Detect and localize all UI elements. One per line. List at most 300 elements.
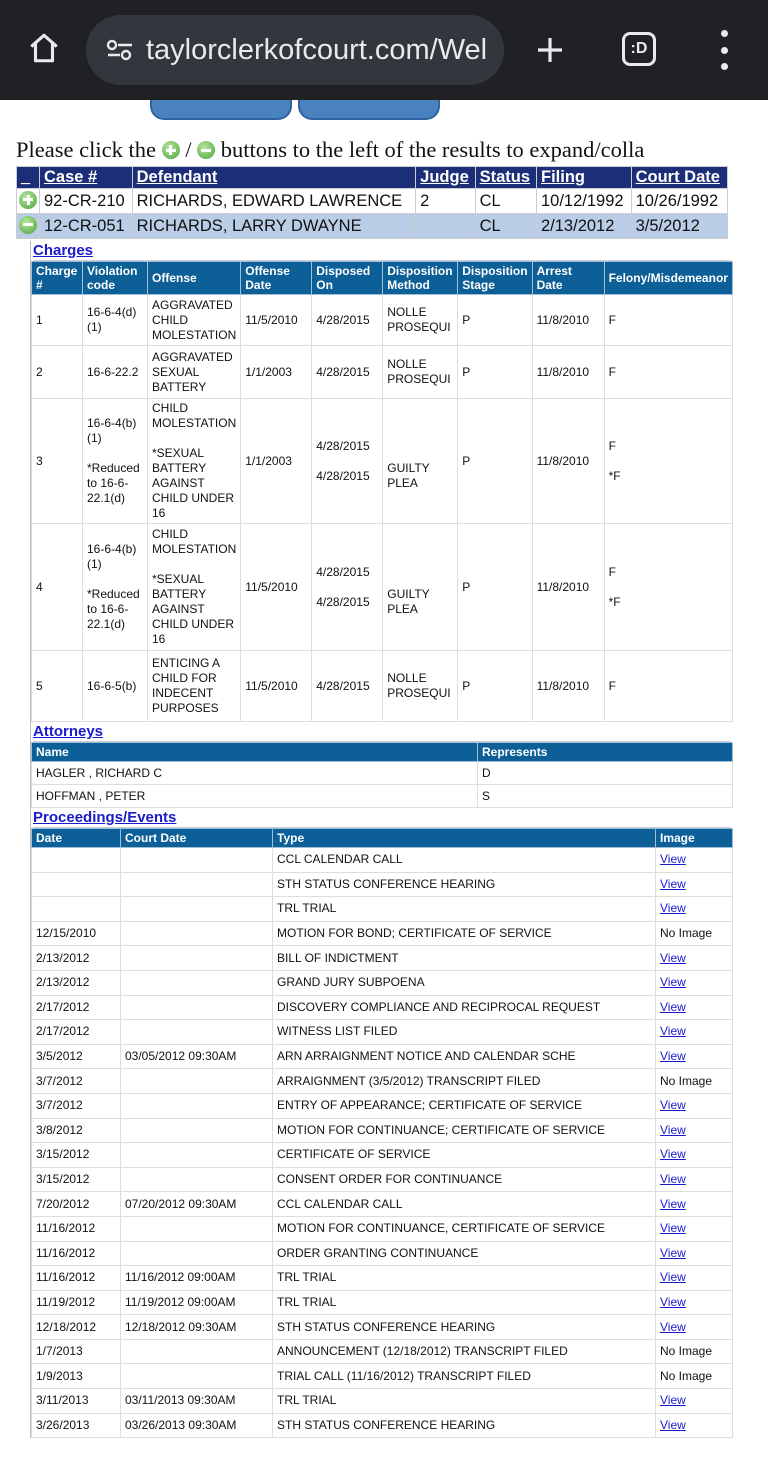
view-image-link[interactable]: View <box>656 1266 733 1291</box>
expand-icon[interactable] <box>19 191 37 209</box>
proceeding-court-date <box>121 1020 273 1045</box>
violation-code-line: 16-6-5(b) <box>87 678 137 693</box>
disposition-method-line <box>387 557 453 572</box>
proceeding-type: TRL TRIAL <box>273 897 656 922</box>
offense-line: AGAINST <box>152 602 205 616</box>
charges-col-header: Disposition Stage <box>458 262 532 295</box>
disposition-method <box>383 651 458 722</box>
disposed-on-line: 4/28/2015 <box>316 468 370 483</box>
partial-button[interactable] <box>150 100 292 120</box>
offense-line: MOLESTATION <box>152 542 237 556</box>
view-image-link[interactable]: View <box>656 1315 733 1340</box>
address-bar[interactable] <box>86 15 504 85</box>
case-court-date-cell: 10/26/1992 <box>631 189 727 214</box>
proceeding-row <box>32 1364 733 1389</box>
violation-code <box>83 346 148 399</box>
proceeding-row <box>32 970 733 995</box>
tab-switcher-label: :D <box>630 40 648 57</box>
expand-icon <box>162 141 180 159</box>
instruction-after: buttons to the left of the results to expand/colla <box>220 137 645 162</box>
disposition-stage: P <box>458 399 532 524</box>
charge-number: 1 <box>32 295 83 346</box>
violation-code <box>83 651 148 722</box>
proceeding-type: CCL CALENDAR CALL <box>273 848 656 873</box>
proceeding-type: STH STATUS CONFERENCE HEARING <box>273 1315 656 1340</box>
charge-row <box>32 651 733 722</box>
case-status-cell: CL <box>475 189 536 214</box>
disposed-on <box>312 399 383 524</box>
offense-line: BATTERY <box>152 379 207 394</box>
disposition-method <box>383 295 458 346</box>
offense-line: MOLESTATION <box>152 416 237 430</box>
proceeding-type: ORDER GRANTING CONTINUANCE <box>273 1241 656 1266</box>
charge-number: 4 <box>32 524 83 651</box>
offense-line: AGGRAVATED <box>152 297 233 312</box>
proceeding-date: 3/5/2012 <box>32 1044 121 1069</box>
charge-row <box>32 295 733 346</box>
proceeding-type: ANNOUNCEMENT (12/18/2012) TRANSCRIPT FILED <box>273 1339 656 1364</box>
proceeding-row <box>32 1413 733 1438</box>
violation-code-line: (1) <box>87 557 102 571</box>
view-image-link[interactable]: View <box>656 995 733 1020</box>
proceeding-type: STH STATUS CONFERENCE HEARING <box>273 872 656 897</box>
disposed-on-line <box>316 454 378 469</box>
proceeding-court-date <box>121 1069 273 1094</box>
offense-line: CHILD <box>152 401 189 415</box>
proceeding-type: TRL TRIAL <box>273 1290 656 1315</box>
proceeding-date: 3/26/2013 <box>32 1413 121 1438</box>
proceeding-type: CCL CALENDAR CALL <box>273 1192 656 1217</box>
felony-misdemeanor-line <box>609 454 728 469</box>
attorney-represents: S <box>478 785 733 808</box>
disposed-on-line: 4/28/2015 <box>316 678 370 693</box>
view-image-link[interactable]: View <box>656 1413 733 1438</box>
proceeding-type: DISCOVERY COMPLIANCE AND RECIPROCAL REQUEST <box>273 995 656 1020</box>
violation-code <box>83 399 148 524</box>
charges-col-header: Charge # <box>32 262 83 295</box>
disposed-on-line: 4/28/2015 <box>316 564 370 579</box>
proceeding-date: 12/18/2012 <box>32 1315 121 1340</box>
header-status[interactable]: Status <box>475 167 536 189</box>
disposition-method-line: GUILTY <box>387 461 430 475</box>
attorney-name: HOFFMAN , PETER <box>32 785 478 808</box>
proceeding-row <box>32 897 733 922</box>
disposition-method <box>383 399 458 524</box>
disposition-method-line: NOLLE <box>387 671 427 685</box>
disposition-method-line: PROSEQUI <box>387 372 451 386</box>
proceeding-court-date: 12/18/2012 09:30AM <box>121 1315 273 1340</box>
felony-misdemeanor-line: F <box>608 364 616 379</box>
violation-code-line: *Reduced <box>87 587 140 601</box>
proceeding-type: ENTRY OF APPEARANCE; CERTIFICATE OF SERVICE <box>273 1093 656 1118</box>
view-image-link[interactable]: View <box>656 1389 733 1414</box>
proceeding-court-date <box>121 1339 273 1364</box>
proceeding-court-date <box>121 946 273 971</box>
proceeding-court-date <box>121 1216 273 1241</box>
overflow-menu-icon[interactable] <box>714 30 734 70</box>
felony-misdemeanor-line: F <box>608 564 616 579</box>
case-case-cell: 92-CR-210 <box>40 189 133 214</box>
view-image-link[interactable]: View <box>656 1241 733 1266</box>
offense <box>148 399 241 524</box>
home-icon[interactable] <box>22 26 66 70</box>
proceeding-court-date <box>121 1167 273 1192</box>
proceeding-date: 3/11/2013 <box>32 1389 121 1414</box>
proceeding-date <box>32 872 121 897</box>
proceeding-court-date <box>121 1241 273 1266</box>
case-judge-cell <box>416 214 475 239</box>
disposition-method-line: PROSEQUI <box>387 686 451 700</box>
disposed-on <box>312 651 383 722</box>
charge-number: 3 <box>32 399 83 524</box>
disposed-on-line: 4/28/2015 <box>316 438 370 453</box>
proceeding-type: TRIAL CALL (11/16/2012) TRANSCRIPT FILED <box>273 1364 656 1389</box>
disposed-on-line: 4/28/2015 <box>316 312 370 327</box>
attorneys-header-row <box>32 743 733 762</box>
proceeding-date: 11/16/2012 <box>32 1241 121 1266</box>
proceeding-row <box>32 946 733 971</box>
charges-col-header: Disposed On <box>312 262 383 295</box>
attorneys-table <box>31 742 733 808</box>
violation-code-line <box>87 446 143 461</box>
attorneys-section-link[interactable]: Attorneys <box>33 722 731 742</box>
attorneys-col-header: Represents <box>478 743 733 762</box>
url-text: taylorclerkofcourt.com/Wel <box>146 33 488 66</box>
proceeding-date: 3/15/2012 <box>32 1143 121 1168</box>
offense-line <box>152 557 236 572</box>
proceeding-type: WITNESS LIST FILED <box>273 1020 656 1045</box>
proceeding-date: 3/8/2012 <box>32 1118 121 1143</box>
offense <box>148 295 241 346</box>
proceeding-court-date <box>121 970 273 995</box>
header-select[interactable]: _ <box>17 167 40 189</box>
proceeding-date: 2/13/2012 <box>32 970 121 995</box>
view-image-link[interactable]: View <box>656 1020 733 1045</box>
proceeding-type: GRAND JURY SUBPOENA <box>273 970 656 995</box>
charge-row <box>32 524 733 651</box>
proceeding-date: 11/16/2012 <box>32 1216 121 1241</box>
proceeding-date: 2/17/2012 <box>32 995 121 1020</box>
proceeding-date <box>32 848 121 873</box>
proceeding-type: TRL TRIAL <box>273 1266 656 1291</box>
proceeding-type: STH STATUS CONFERENCE HEARING <box>273 1413 656 1438</box>
proceeding-type: ARRAIGNMENT (3/5/2012) TRANSCRIPT FILED <box>273 1069 656 1094</box>
proceedings-col-header: Type <box>273 829 656 848</box>
proceeding-row <box>32 921 733 946</box>
proceeding-type: MOTION FOR CONTINUANCE, CERTIFICATE OF SERVICE <box>273 1216 656 1241</box>
charges-col-header: Violation code <box>83 262 148 295</box>
collapse-icon[interactable] <box>19 216 37 234</box>
row-toggle-cell[interactable] <box>17 214 40 239</box>
proceeding-date: 12/15/2010 <box>32 921 121 946</box>
attorney-row <box>32 785 733 808</box>
view-image-link[interactable]: View <box>656 1290 733 1315</box>
offense-line: CHILD UNDER <box>152 617 235 631</box>
offense-line: BATTERY <box>152 587 207 601</box>
proceeding-type: MOTION FOR CONTINUANCE; CERTIFICATE OF SERVICE <box>273 1118 656 1143</box>
proceeding-court-date: 03/11/2013 09:30AM <box>121 1389 273 1414</box>
proceeding-row <box>32 1389 733 1414</box>
proceeding-court-date <box>121 1093 273 1118</box>
proceeding-row <box>32 995 733 1020</box>
disposition-method-line: GUILTY <box>387 587 430 601</box>
proceeding-court-date: 11/16/2012 09:00AM <box>121 1266 273 1291</box>
proceeding-type: ARN ARRAIGNMENT NOTICE AND CALENDAR SCHE <box>273 1044 656 1069</box>
header-case[interactable]: Case # <box>40 167 133 189</box>
proceeding-type: BILL OF INDICTMENT <box>273 946 656 971</box>
proceeding-row <box>32 1143 733 1168</box>
offense-line: MOLESTATION <box>152 327 237 342</box>
proceeding-date: 3/7/2012 <box>32 1069 121 1094</box>
proceeding-row <box>32 1241 733 1266</box>
proceeding-row <box>32 1044 733 1069</box>
case-row[interactable] <box>17 214 728 239</box>
violation-code-line: to 16-6- <box>87 476 129 490</box>
felony-misdemeanor <box>604 524 732 651</box>
view-image-link[interactable]: View <box>656 1167 733 1192</box>
instruction-sep: / <box>185 137 192 162</box>
disposition-method-line: PLEA <box>387 602 418 616</box>
proceeding-row <box>32 872 733 897</box>
case-defendant-cell: RICHARDS, LARRY DWAYNE <box>132 214 416 239</box>
proceeding-court-date <box>121 897 273 922</box>
disposition-stage: P <box>458 524 532 651</box>
violation-code-line: 16-6-4(b) <box>87 542 137 556</box>
view-image-link[interactable]: View <box>656 872 733 897</box>
proceedings-section-link[interactable]: Proceedings/Events <box>33 808 731 828</box>
proceeding-date: 11/19/2012 <box>32 1290 121 1315</box>
disposed-on <box>312 524 383 651</box>
disposition-method-line <box>387 446 453 461</box>
proceeding-date: 7/20/2012 <box>32 1192 121 1217</box>
proceeding-row <box>32 1118 733 1143</box>
disposition-stage: P <box>458 651 532 722</box>
proceeding-row <box>32 1216 733 1241</box>
violation-code <box>83 524 148 651</box>
violation-code-line <box>87 572 143 587</box>
view-image-link[interactable]: View <box>656 1143 733 1168</box>
offense-date: 1/1/2003 <box>241 399 312 524</box>
proceeding-court-date <box>121 921 273 946</box>
proceedings-col-header: Date <box>32 829 121 848</box>
charges-col-header: Arrest Date <box>532 262 604 295</box>
case-detail <box>30 241 731 1438</box>
proceeding-type: MOTION FOR BOND; CERTIFICATE OF SERVICE <box>273 921 656 946</box>
violation-code <box>83 295 148 346</box>
view-image-link[interactable]: View <box>656 848 733 873</box>
view-image-link[interactable]: View <box>656 897 733 922</box>
disposition-method <box>383 346 458 399</box>
offense-date: 11/5/2010 <box>241 295 312 346</box>
header-court-date[interactable]: Court Date <box>631 167 727 189</box>
violation-code-line: 22.1(d) <box>87 617 126 631</box>
felony-misdemeanor <box>604 399 732 524</box>
tab-switcher-button[interactable] <box>622 32 656 66</box>
charge-row <box>32 346 733 399</box>
charges-col-header: Offense Date <box>241 262 312 295</box>
header-judge[interactable]: Judge <box>416 167 475 189</box>
proceeding-court-date: 11/19/2012 09:00AM <box>121 1290 273 1315</box>
no-image-label: No Image <box>656 1339 733 1364</box>
felony-misdemeanor-line: *F <box>608 594 621 609</box>
no-image-label: No Image <box>656 921 733 946</box>
disposition-method-line <box>387 572 453 587</box>
offense-line: PURPOSES <box>152 701 219 715</box>
disposition-method-line: PROSEQUI <box>387 320 451 334</box>
offense-line: INDECENT <box>152 686 214 700</box>
proceeding-row <box>32 1290 733 1315</box>
proceeding-court-date <box>121 1143 273 1168</box>
violation-code-line: to 16-6- <box>87 602 129 616</box>
arrest-date: 11/8/2010 <box>532 524 604 651</box>
offense <box>148 346 241 399</box>
proceeding-row <box>32 848 733 873</box>
case-filing-cell: 10/12/1992 <box>537 189 632 214</box>
charges-col-header: Felony/Misdemeanor <box>604 262 732 295</box>
proceeding-date: 11/16/2012 <box>32 1266 121 1291</box>
felony-misdemeanor-line: F <box>608 438 616 453</box>
case-defendant-cell: RICHARDS, EDWARD LAWRENCE <box>132 189 416 214</box>
proceedings-table <box>31 828 733 1438</box>
felony-misdemeanor <box>604 295 732 346</box>
proceedings-col-header: Court Date <box>121 829 273 848</box>
offense-date: 11/5/2010 <box>241 524 312 651</box>
offense-date: 11/5/2010 <box>241 651 312 722</box>
violation-code-line: (1) <box>87 320 102 334</box>
row-toggle-cell[interactable] <box>17 189 40 214</box>
offense-line: *SEXUAL <box>152 446 205 460</box>
offense <box>148 651 241 722</box>
proceeding-court-date: 03/05/2012 09:30AM <box>121 1044 273 1069</box>
proceeding-type: CONSENT ORDER FOR CONTINUANCE <box>273 1167 656 1192</box>
case-case-cell: 12-CR-051 <box>40 214 133 239</box>
proceeding-type: TRL TRIAL <box>273 1389 656 1414</box>
proceeding-row <box>32 1266 733 1291</box>
site-settings-icon[interactable] <box>100 39 140 61</box>
proceeding-row <box>32 1339 733 1364</box>
proceeding-court-date <box>121 1118 273 1143</box>
disposition-stage: P <box>458 346 532 399</box>
proceeding-court-date <box>121 995 273 1020</box>
disposition-method-line: PLEA <box>387 476 418 490</box>
offense-line: AGAINST <box>152 476 205 490</box>
offense-date: 1/1/2003 <box>241 346 312 399</box>
header-defendant[interactable]: Defendant <box>132 167 416 189</box>
case-judge-cell: 2 <box>416 189 475 214</box>
proceeding-row <box>32 1167 733 1192</box>
view-image-link[interactable]: View <box>656 1216 733 1241</box>
view-image-link[interactable]: View <box>656 1118 733 1143</box>
violation-code-line: 16-6-22.2 <box>87 364 139 379</box>
proceeding-date: 1/9/2013 <box>32 1364 121 1389</box>
proceedings-col-header: Image <box>656 829 733 848</box>
felony-misdemeanor-line <box>609 580 728 595</box>
disposition-method <box>383 524 458 651</box>
view-image-link[interactable]: View <box>656 1044 733 1069</box>
offense-line: CHILD FOR <box>152 671 217 685</box>
proceeding-date: 2/17/2012 <box>32 1020 121 1045</box>
disposition-method-line <box>387 431 453 446</box>
proceeding-row <box>32 1315 733 1340</box>
partial-button[interactable] <box>298 100 440 120</box>
violation-code-line: 22.1(d) <box>87 491 126 505</box>
case-status-cell: CL <box>475 214 536 239</box>
attorney-represents: D <box>478 762 733 785</box>
proceeding-court-date: 07/20/2012 09:30AM <box>121 1192 273 1217</box>
violation-code-line: *Reduced <box>87 461 140 475</box>
view-image-link[interactable]: View <box>656 946 733 971</box>
proceeding-court-date: 03/26/2013 09:30AM <box>121 1413 273 1438</box>
no-image-label: No Image <box>656 1069 733 1094</box>
proceedings-header-row <box>32 829 733 848</box>
offense-line <box>152 431 236 446</box>
disposed-on-line: 4/28/2015 <box>316 594 370 609</box>
charges-col-header: Disposition Method <box>383 262 458 295</box>
offense-line: BATTERY <box>152 461 207 475</box>
felony-misdemeanor <box>604 651 732 722</box>
arrest-date: 11/8/2010 <box>532 346 604 399</box>
attorney-row <box>32 762 733 785</box>
charge-number: 2 <box>32 346 83 399</box>
instruction-before: Please click the <box>16 137 156 162</box>
offense-line: CHILD <box>152 527 189 541</box>
arrest-date: 11/8/2010 <box>532 295 604 346</box>
view-image-link[interactable]: View <box>656 970 733 995</box>
disposition-method-line: NOLLE <box>387 305 427 319</box>
new-tab-icon[interactable] <box>528 28 572 72</box>
proceeding-court-date <box>121 848 273 873</box>
offense-line: CHILD <box>152 312 189 327</box>
felony-misdemeanor-line: F <box>608 312 616 327</box>
case-row[interactable] <box>17 189 728 214</box>
collapse-icon <box>197 141 215 159</box>
proceeding-date: 3/15/2012 <box>32 1167 121 1192</box>
felony-misdemeanor <box>604 346 732 399</box>
violation-code-line: 16-6-4(d) <box>87 305 137 319</box>
proceeding-date: 1/7/2013 <box>32 1339 121 1364</box>
results-header-row <box>17 167 728 189</box>
arrest-date: 11/8/2010 <box>532 651 604 722</box>
offense-line: 16 <box>152 632 166 646</box>
charges-section-link[interactable]: Charges <box>33 241 731 261</box>
view-image-link[interactable]: View <box>656 1192 733 1217</box>
offense-line: SEXUAL <box>152 364 200 379</box>
disposed-on-line <box>316 580 378 595</box>
offense-line: *SEXUAL <box>152 572 205 586</box>
offense-line: AGGRAVATED <box>152 349 233 364</box>
case-court-date-cell: 3/5/2012 <box>631 214 727 239</box>
case-results-table <box>16 166 728 239</box>
disposition-stage: P <box>458 295 532 346</box>
browser-toolbar <box>0 0 768 100</box>
disposed-on <box>312 295 383 346</box>
proceeding-type: CERTIFICATE OF SERVICE <box>273 1143 656 1168</box>
violation-code-line: 16-6-4(b) <box>87 416 137 430</box>
offense-line: ENTICING A <box>152 656 221 670</box>
charges-header-row <box>32 262 733 295</box>
view-image-link[interactable]: View <box>656 1093 733 1118</box>
charges-table <box>31 261 733 722</box>
proceeding-row <box>32 1192 733 1217</box>
violation-code-line: (1) <box>87 431 102 445</box>
case-filing-cell: 2/13/2012 <box>537 214 632 239</box>
proceeding-row <box>32 1069 733 1094</box>
disposition-method-line: NOLLE <box>387 357 427 371</box>
header-filing[interactable]: Filing <box>537 167 632 189</box>
instruction-text <box>16 137 644 163</box>
charge-row <box>32 399 733 524</box>
charge-number: 5 <box>32 651 83 722</box>
